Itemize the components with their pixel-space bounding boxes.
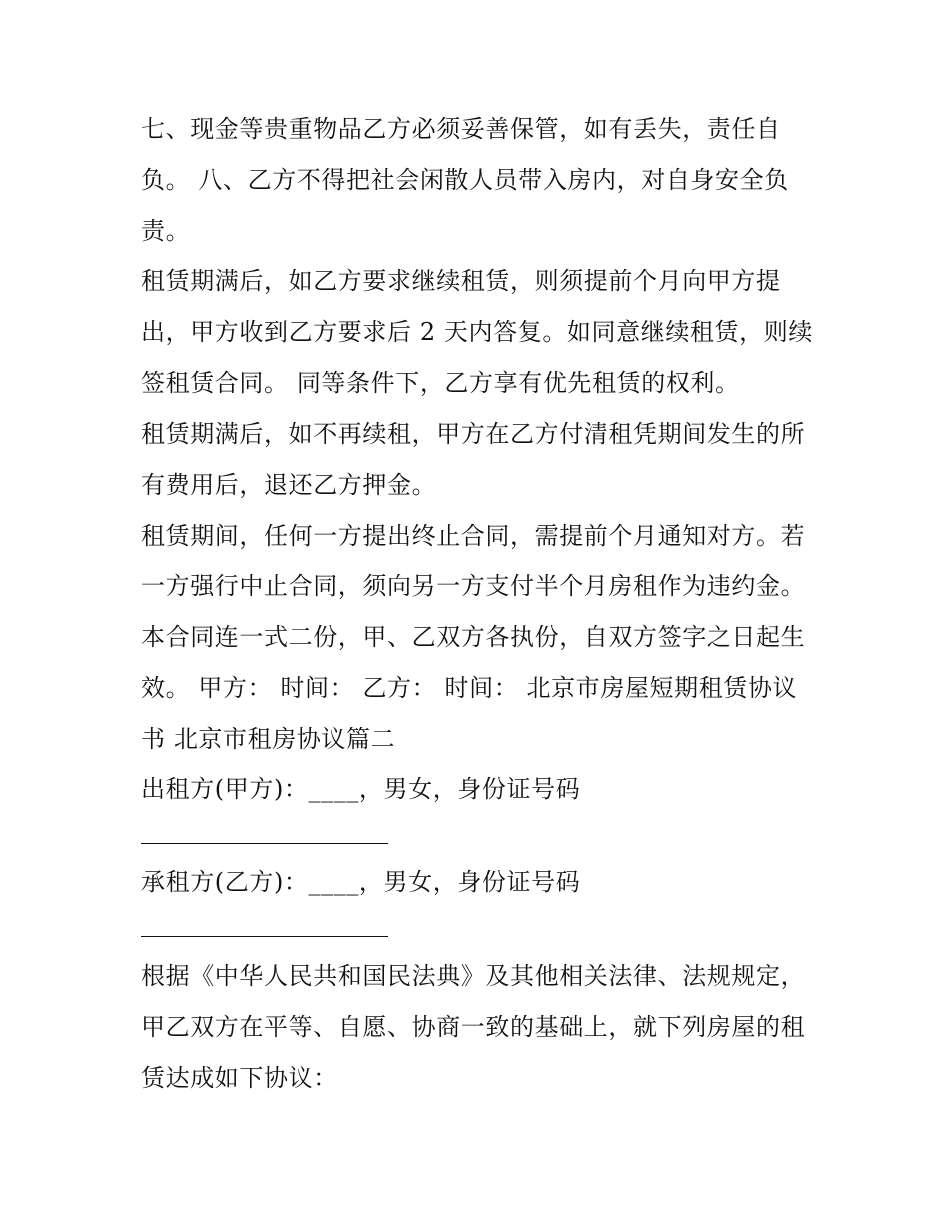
text-line: 责。 — [141, 217, 191, 245]
signature-underline — [141, 936, 388, 937]
text-line: 效。 甲方： 时间： 乙方： 时间： 北京市房屋短期租赁协议 — [141, 674, 798, 702]
text-line: 本合同连一式二份，甲、乙双方各执份，自双方签字之日起生 — [141, 623, 806, 651]
text-line: 租赁期间，任何一方提出终止合同，需提前个月通知对方。若 — [141, 522, 806, 550]
lessee-line: 承租方(乙方)：____，男女，身份证号码 — [141, 868, 581, 896]
text-line: 有费用后，退还乙方押金。 — [141, 471, 437, 499]
text-line: 租赁期满后，如不再续租，甲方在乙方付清租凭期间发生的所 — [141, 420, 806, 448]
text-line: 负。 八、乙方不得把社会闲散人员带入房内，对自身安全负 — [141, 166, 789, 194]
text-line: 租赁期满后，如乙方要求继续租赁，则须提前个月向甲方提 — [141, 267, 781, 295]
text-line: 书 北京市租房协议篇二 — [141, 725, 396, 753]
text-line: 甲乙双方在平等、自愿、协商一致的基础上，就下列房屋的租 — [141, 1013, 806, 1041]
text-line: 一方强行中止合同，须向另一方支付半个月房租作为违约金。 — [141, 572, 806, 600]
text-line: 七、现金等贵重物品乙方必须妥善保管，如有丢失，责任自 — [141, 115, 781, 143]
signature-underline — [141, 843, 388, 844]
lessor-line: 出租方(甲方)：____，男女，身份证号码 — [141, 775, 581, 803]
text-line: 根据《中华人民共和国民法典》及其他相关法律、法规规定， — [141, 962, 806, 990]
text-line: 签租赁合同。 同等条件下，乙方享有优先租赁的权利。 — [141, 369, 740, 397]
text-line: 出，甲方收到乙方要求后 2 天内答复。如同意继续租赁，则续 — [141, 318, 813, 346]
text-line: 赁达成如下协议： — [141, 1064, 338, 1092]
